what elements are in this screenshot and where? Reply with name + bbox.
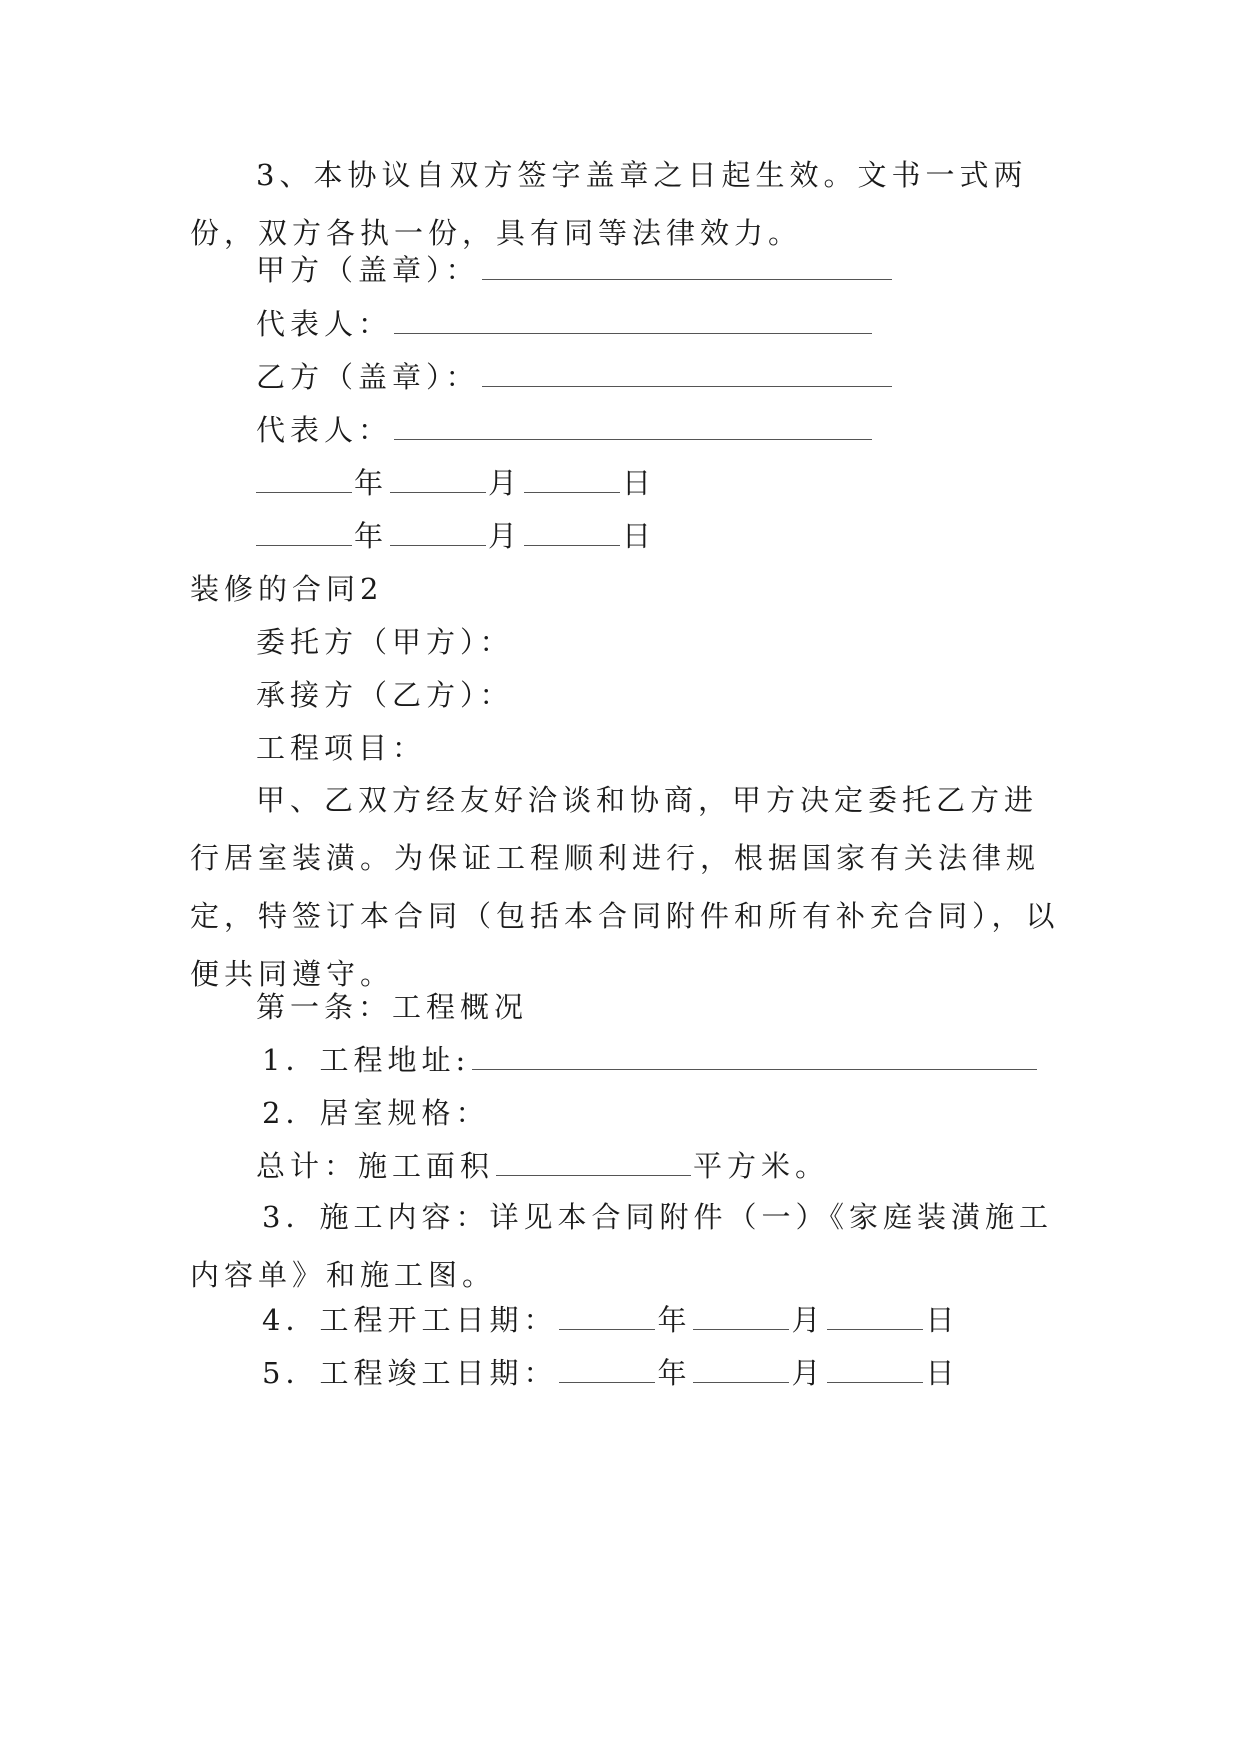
total-area-prefix: 总计：施工面积 bbox=[256, 1149, 495, 1183]
party-a-seal-blank[interactable] bbox=[482, 251, 892, 280]
representative-blank-2[interactable] bbox=[394, 411, 872, 440]
day-blank[interactable] bbox=[827, 1301, 923, 1330]
date-line-1 bbox=[256, 463, 656, 503]
item-5-label: 5．工程竣工日期： bbox=[262, 1356, 558, 1390]
representative-blank-1[interactable] bbox=[394, 305, 872, 334]
year-label: 年 bbox=[657, 1356, 692, 1390]
party-a-seal-line bbox=[256, 250, 894, 290]
month-label: 月 bbox=[488, 466, 523, 500]
date-line-2 bbox=[256, 516, 656, 556]
contractor-line: 承接方（乙方）： bbox=[256, 678, 514, 712]
month-label: 月 bbox=[791, 1356, 826, 1390]
project-line: 工程项目： bbox=[256, 731, 427, 765]
item-1-label: 1．工程地址: bbox=[262, 1043, 471, 1077]
year-blank[interactable] bbox=[559, 1354, 655, 1383]
area-blank[interactable] bbox=[496, 1147, 691, 1176]
item-1-address-line bbox=[262, 1040, 1039, 1080]
total-area-suffix: 平方米。 bbox=[693, 1149, 830, 1183]
preamble-paragraph: 甲、乙双方经友好洽谈和协商，甲方决定委托乙方进行居室装潢。为保证工程顺利进行，根据国家有关法律规定，特签订本合同（包括本合同附件和所有补充合同），以便共同遵守。 bbox=[190, 783, 1060, 991]
party-b-seal-blank[interactable] bbox=[482, 358, 892, 387]
year-blank[interactable] bbox=[256, 464, 352, 493]
item-4-start-date-line bbox=[262, 1300, 960, 1340]
day-label: 日 bbox=[925, 1303, 960, 1337]
month-blank[interactable] bbox=[390, 517, 486, 546]
year-blank[interactable] bbox=[559, 1301, 655, 1330]
party-b-seal-line bbox=[256, 357, 894, 397]
representative-label-1: 代表人： bbox=[256, 307, 393, 341]
day-blank[interactable] bbox=[524, 517, 620, 546]
day-label: 日 bbox=[622, 466, 657, 500]
day-label: 日 bbox=[925, 1356, 960, 1390]
item-2-line: 2．居室规格： bbox=[262, 1096, 490, 1130]
day-blank[interactable] bbox=[827, 1354, 923, 1383]
article-1-heading: 第一条：工程概况 bbox=[256, 990, 529, 1024]
party-a-seal-label: 甲方（盖章）： bbox=[256, 253, 480, 287]
year-label: 年 bbox=[657, 1303, 692, 1337]
clause-3-paragraph: 3、本协议自双方签字盖章之日起生效。文书一式两份，双方各执一份，具有同等法律效力。 bbox=[190, 158, 1028, 250]
month-label: 月 bbox=[791, 1303, 826, 1337]
item-5-end-date-line bbox=[262, 1353, 960, 1393]
party-b-seal-label: 乙方（盖章）： bbox=[256, 360, 480, 394]
client-line: 委托方（甲方）： bbox=[256, 625, 514, 659]
total-area-line bbox=[256, 1146, 829, 1186]
month-label: 月 bbox=[488, 519, 523, 553]
month-blank[interactable] bbox=[693, 1301, 789, 1330]
item-4-label: 4．工程开工日期： bbox=[262, 1303, 558, 1337]
month-blank[interactable] bbox=[693, 1354, 789, 1383]
item-3-paragraph: 3．施工内容：详见本合同附件（一）《家庭装潢施工内容单》和施工图。 bbox=[190, 1200, 1053, 1292]
day-label: 日 bbox=[622, 519, 657, 553]
representative-line-1 bbox=[256, 304, 874, 344]
day-blank[interactable] bbox=[524, 464, 620, 493]
year-label: 年 bbox=[354, 519, 389, 553]
address-blank[interactable] bbox=[472, 1041, 1037, 1070]
representative-line-2 bbox=[256, 410, 874, 450]
year-label: 年 bbox=[354, 466, 389, 500]
month-blank[interactable] bbox=[390, 464, 486, 493]
year-blank[interactable] bbox=[256, 517, 352, 546]
section-heading: 装修的合同2 bbox=[190, 572, 384, 606]
representative-label-2: 代表人： bbox=[256, 413, 393, 447]
